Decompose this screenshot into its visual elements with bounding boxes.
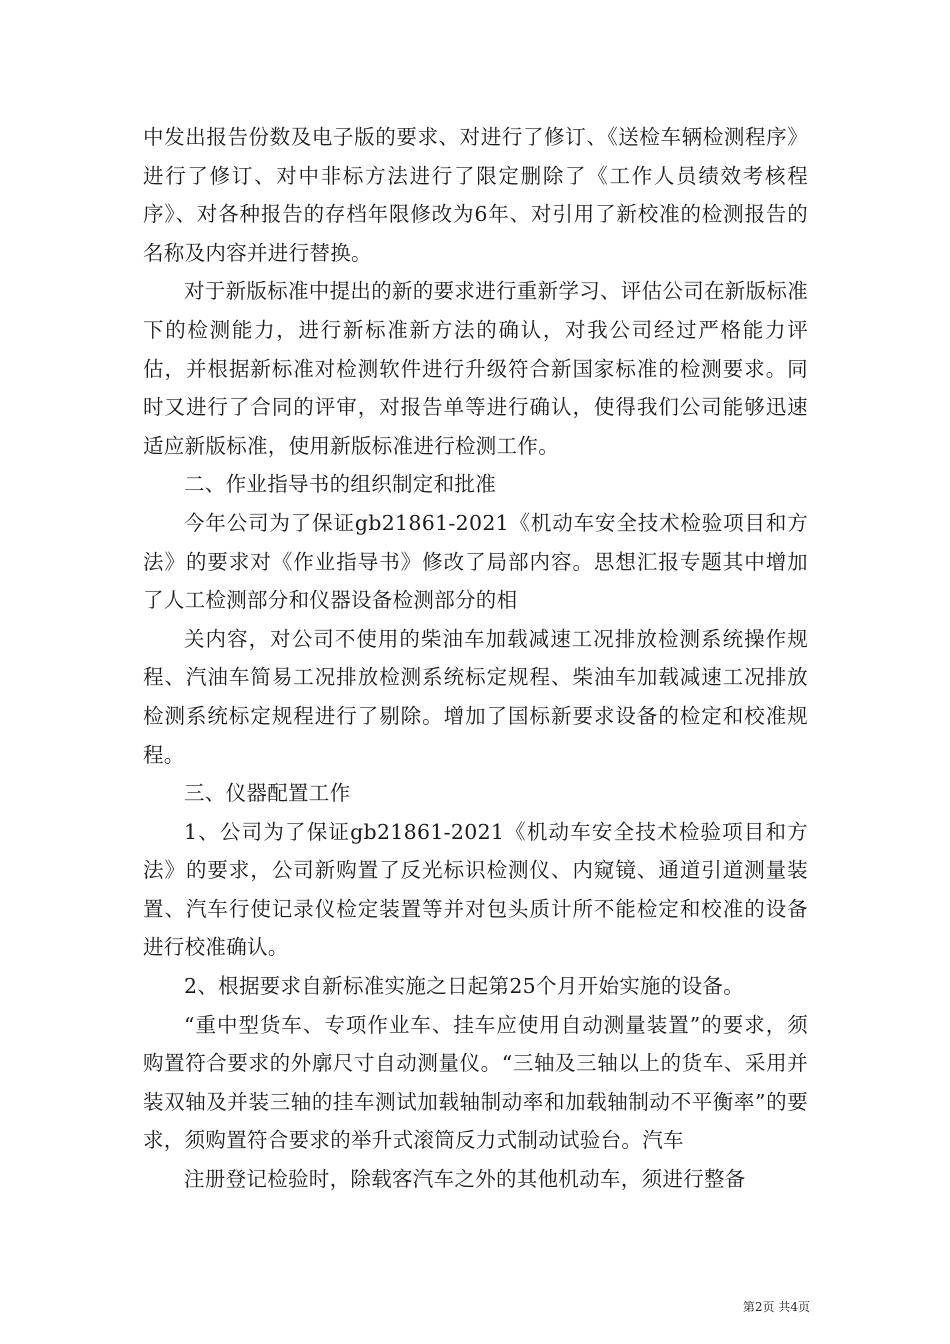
paragraph-6: 2、根据要求自新标准实施之日起第25个月开始实施的设备。	[184, 974, 745, 999]
section-heading-3: 三、仪器配置工作	[184, 781, 351, 806]
paragraph-4: 关内容，对公司不使用的柴油车加载减速工况排放检测系统操作规程、汽油车简易工况排放检测系统标定规程、柴油车加载减速工况排放检测系统标定规程进行了剔除。增加了国标新要求设备的检定和校准规程。	[143, 626, 808, 767]
paragraph-2: 对于新版标准中提出的新的要求进行重新学习、评估公司在新版标准下的检测能力，进行新标准新方法的确认，对我公司经过严格能力评估，并根据新标准对检测软件进行升级符合新国家标准的检测要求。同时又进行了合同的评审，对报告单等进行确认，使得我们公司能够迅速适应新版标准，使用新版标准进行检测工作。	[143, 279, 808, 458]
section-heading-2: 二、作业指导书的组织制定和批准	[184, 472, 496, 497]
paragraph-8: 注册登记检验时，除载客汽车之外的其他机动车，须进行整备	[184, 1167, 746, 1192]
paragraph-7: “重中型货车、专项作业车、挂车应使用自动测量装置”的要求，须购置符合要求的外廓尺寸自动测量仪。“三轴及三轴以上的货车、采用并装双轴及并装三轴的挂车测试加载轴制动率和加载轴制动不平衡率”的要求，须购置符合要求的举升式滚筒反力式制动试验台。汽车	[143, 1012, 808, 1153]
document-body	[143, 118, 808, 1199]
paragraph-3: 今年公司为了保证gb21861-2021《机动车安全技术检验项目和方法》的要求对《作业指导书》修改了局部内容。思想汇报专题其中增加了人工检测部分和仪器设备检测部分的相	[143, 510, 808, 613]
paragraph-5: 1、公司为了保证gb21861-2021《机动车安全技术检验项目和方法》的要求，公司新购置了反光标识检测仪、内窥镜、通道引道测量装置、汽车行使记录仪检定装置等并对包头质计所不能检定和校准的设备进行校准确认。	[143, 819, 808, 960]
page-number-footer: 第2页 共4页	[742, 1300, 810, 1314]
paragraph-1: 中发出报告份数及电子版的要求、对进行了修订、《送检车辆检测程序》进行了修订、对中非标方法进行了限定删除了《工作人员绩效考核程序》、对各种报告的存档年限修改为6年、对引用了新校准的检测报告的名称及内容并进行替换。	[143, 125, 808, 265]
